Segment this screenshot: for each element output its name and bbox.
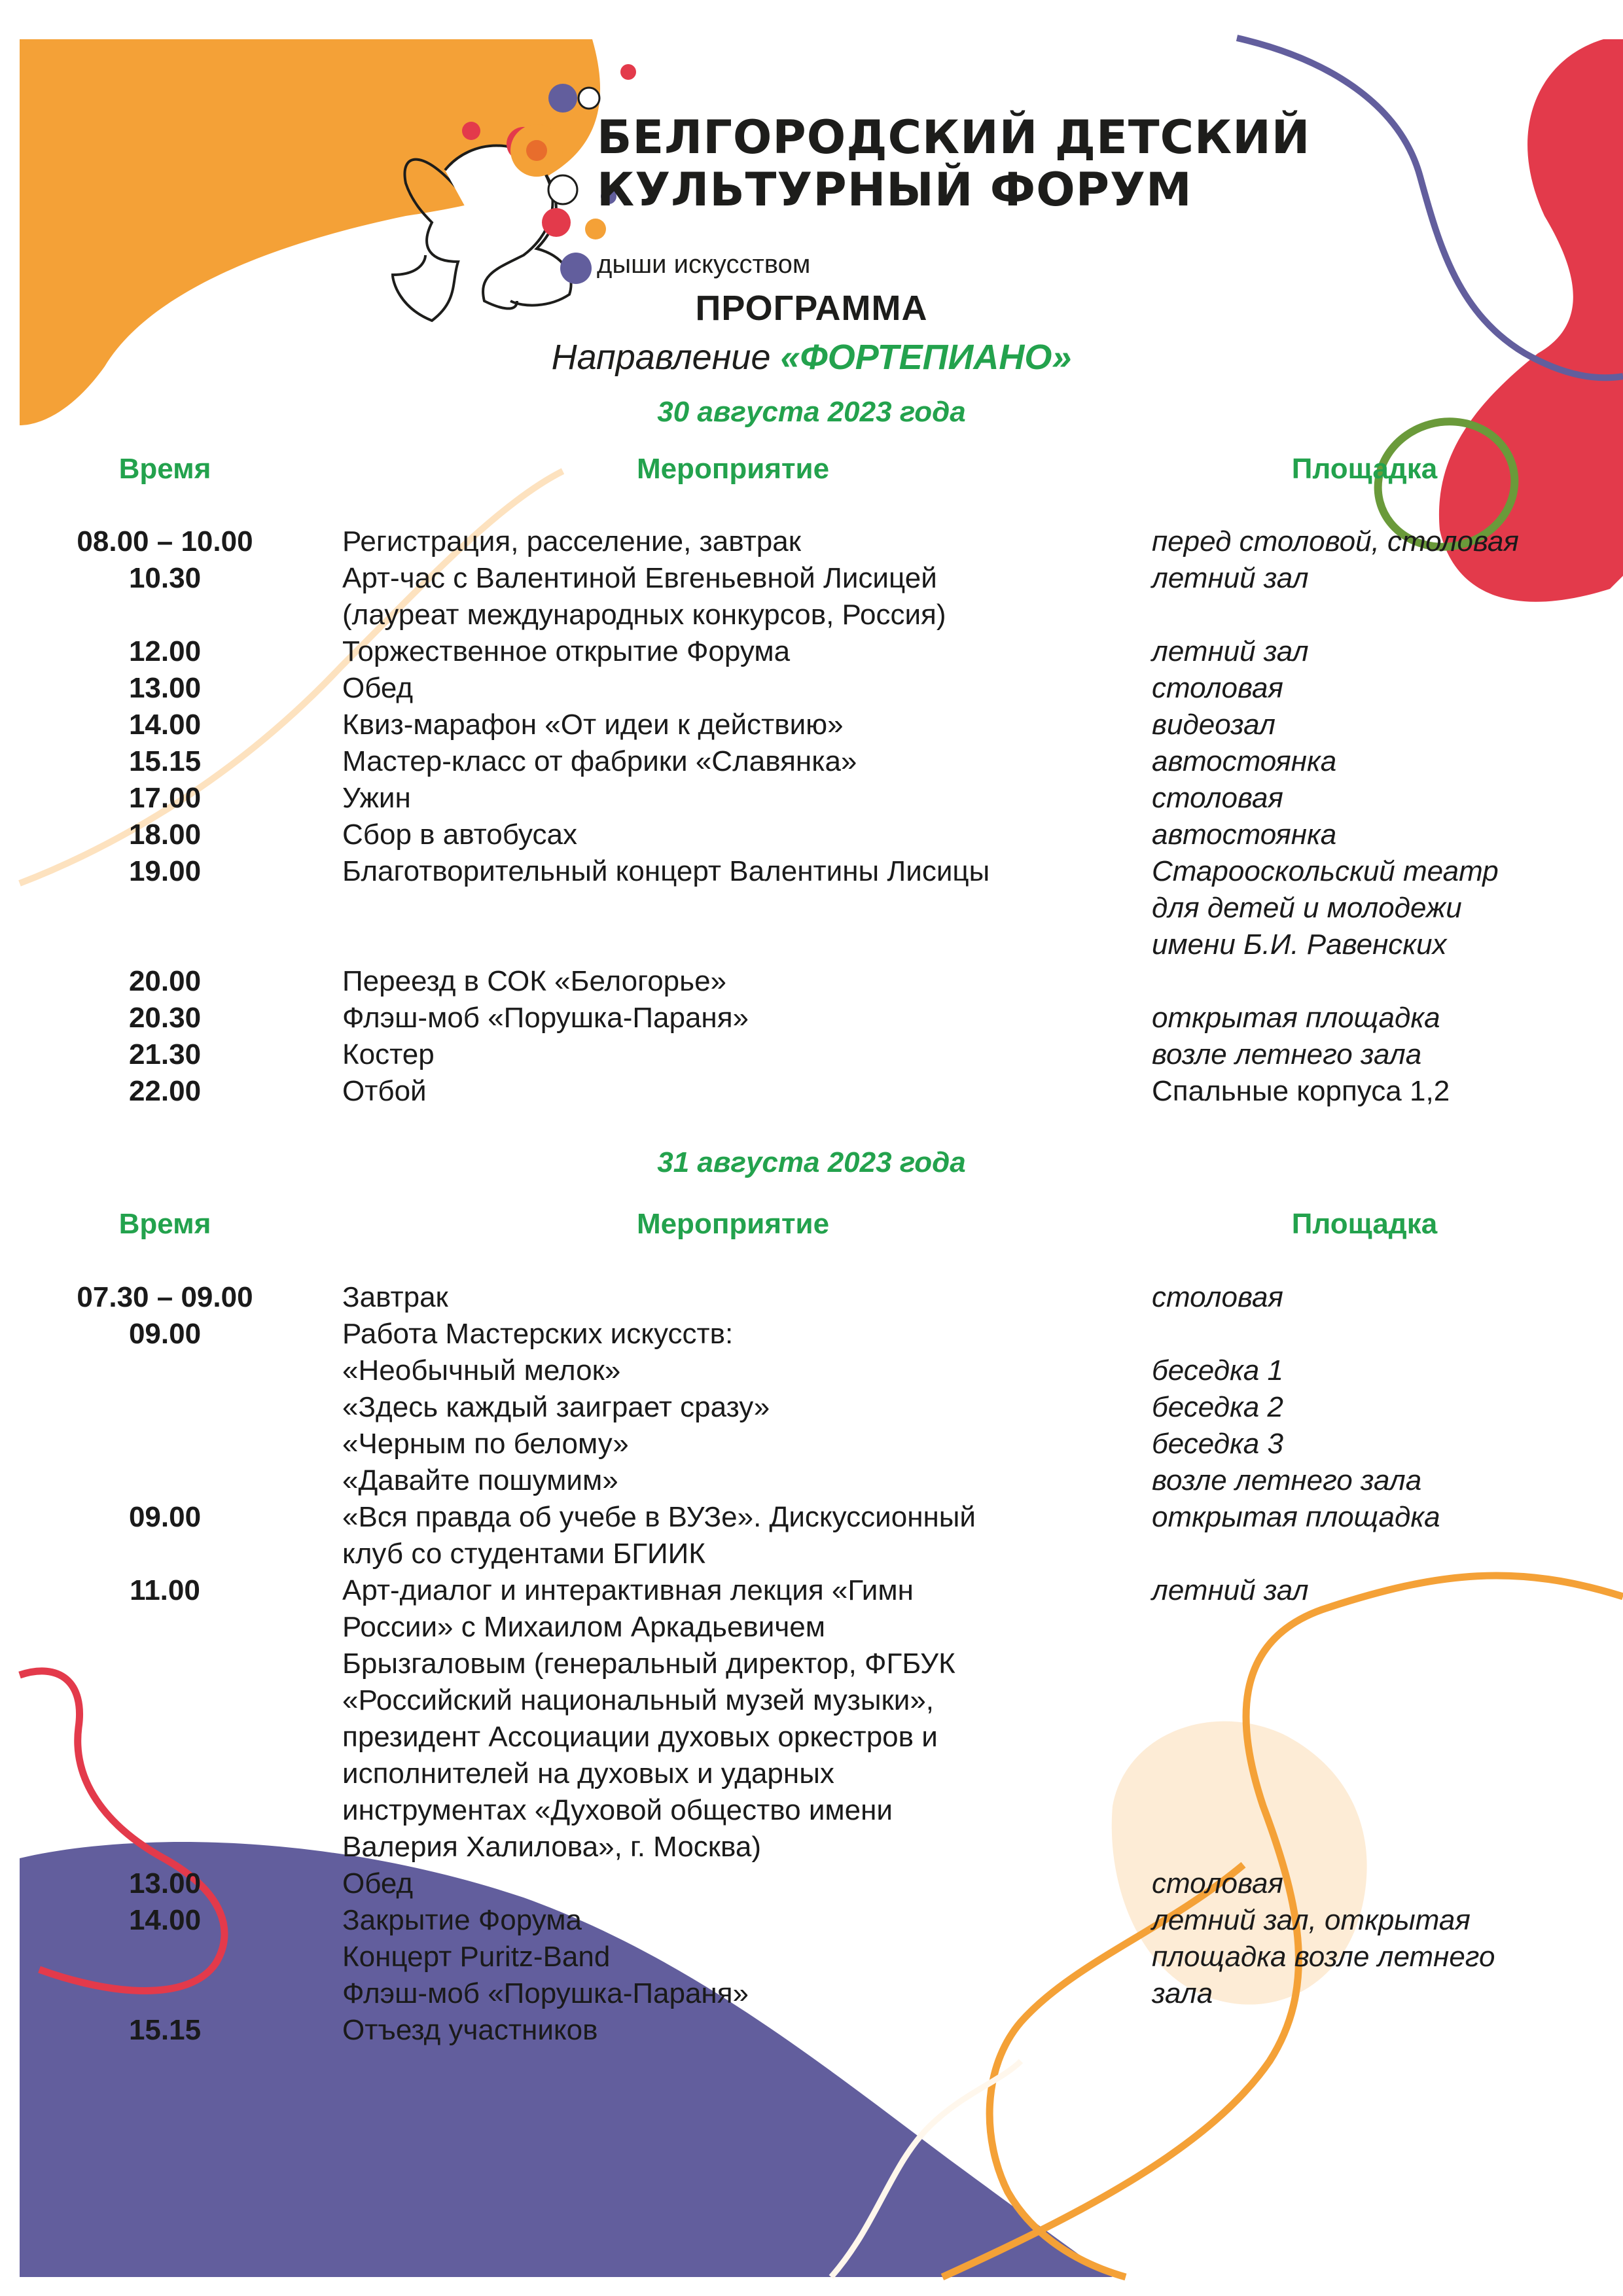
venue-line: беседка 1 xyxy=(1152,1354,1283,1386)
event-line: инструментах «Духовой общество имени xyxy=(342,1794,893,1826)
event-cell xyxy=(342,1352,1128,1389)
schedule-row xyxy=(0,2012,1623,2049)
event-line: Флэш-моб «Порушка-Параня» xyxy=(342,1002,749,1034)
event-line: «Давайте пошумим» xyxy=(342,1464,618,1496)
venue-cell xyxy=(1152,743,1610,780)
event-cell xyxy=(342,523,1128,560)
venue-line: летний зал xyxy=(1152,1574,1309,1606)
time-cell: 20.00 xyxy=(128,965,202,997)
time-cell: 18.00 xyxy=(128,819,202,851)
venue-cell xyxy=(1152,1902,1610,2012)
event-line: Брызгаловым (генеральный директор, ФГБУК xyxy=(342,1648,955,1680)
time-cell: 13.00 xyxy=(128,1867,202,1899)
schedule-row xyxy=(0,1865,1623,1902)
venue-cell xyxy=(1152,633,1610,670)
venue-line: столовая xyxy=(1152,1867,1283,1899)
event-cell xyxy=(342,743,1128,780)
venue-line: имени Б.И. Равенских xyxy=(1152,928,1447,961)
event-cell xyxy=(342,817,1128,853)
time-cell: 21.30 xyxy=(128,1038,202,1070)
venue-line: возле летнего зала xyxy=(1152,1464,1422,1496)
event-line: «Необычный мелок» xyxy=(342,1354,621,1386)
schedule-row xyxy=(0,1389,1623,1426)
time-cell: 20.30 xyxy=(128,1002,202,1034)
date-heading: 31 августа 2023 года xyxy=(657,1146,966,1178)
schedule-row xyxy=(0,1000,1623,1036)
schedule-row xyxy=(0,743,1623,780)
event-cell xyxy=(342,1389,1128,1426)
event-line: Отбой xyxy=(342,1075,427,1107)
event-line: «Черным по белому» xyxy=(342,1428,629,1460)
event-line: исполнителей на духовых и ударных xyxy=(342,1757,834,1790)
venue-line: зала xyxy=(1152,1977,1213,2009)
venue-line: Спальные корпуса 1,2 xyxy=(1152,1075,1450,1107)
venue-cell xyxy=(1152,523,1610,560)
schedule-row xyxy=(0,1036,1623,1073)
venue-cell xyxy=(1152,560,1610,597)
column-header-time: Время xyxy=(118,453,211,485)
venue-cell xyxy=(1152,1073,1610,1110)
event-line: Валерия Халилова», г. Москва) xyxy=(342,1831,762,1863)
schedule-row xyxy=(0,523,1623,560)
venue-line: столовая xyxy=(1152,1281,1283,1313)
direction-name: «ФОРТЕПИАНО» xyxy=(780,338,1072,377)
time-cell: 15.15 xyxy=(128,2014,202,2046)
event-line: клуб со студентами БГИИК xyxy=(342,1538,705,1570)
event-cell xyxy=(342,1462,1128,1499)
event-cell xyxy=(342,1073,1128,1110)
column-header-event: Мероприятие xyxy=(636,453,830,485)
event-line: России» с Михаилом Аркадьевичем xyxy=(342,1611,826,1643)
schedule-row xyxy=(0,633,1623,670)
logo-line-2: КУЛЬТУРНЫЙ ФОРУМ xyxy=(597,163,1192,217)
venue-line: перед столовой, столовая xyxy=(1152,525,1519,557)
time-cell: 12.00 xyxy=(128,635,202,667)
venue-cell xyxy=(1152,1572,1610,1609)
schedule-row xyxy=(0,1462,1623,1499)
venue-cell xyxy=(1152,1865,1610,1902)
event-line: президент Ассоциации духовых оркестров и xyxy=(342,1721,938,1753)
event-cell xyxy=(342,707,1128,743)
time-cell: 17.00 xyxy=(128,782,202,814)
event-cell xyxy=(342,670,1128,707)
event-line: Обед xyxy=(342,672,414,704)
schedule-row xyxy=(0,1499,1623,1572)
time-cell: 08.00 – 10.00 xyxy=(77,525,253,557)
venue-cell xyxy=(1152,1426,1610,1462)
venue-line: столовая xyxy=(1152,672,1283,704)
venue-cell xyxy=(1152,1462,1610,1499)
venue-line: видеозал xyxy=(1152,709,1275,741)
time-cell: 22.00 xyxy=(128,1075,202,1107)
schedule-row xyxy=(0,670,1623,707)
event-line: «Российский национальный музей музыки», xyxy=(342,1684,935,1716)
event-line: Мастер-класс от фабрики «Славянка» xyxy=(342,745,857,777)
venue-cell xyxy=(1152,853,1610,963)
event-cell xyxy=(342,1426,1128,1462)
schedule-row xyxy=(0,1902,1623,2012)
schedule-row xyxy=(0,1316,1623,1352)
event-cell xyxy=(342,1499,1128,1572)
venue-line: площадка возле летнего xyxy=(1152,1941,1495,1973)
event-line: Закрытие Форума xyxy=(342,1904,582,1936)
schedule-row xyxy=(0,1426,1623,1462)
event-line: Обед xyxy=(342,1867,414,1899)
venue-cell xyxy=(1152,670,1610,707)
event-line: Ужин xyxy=(342,782,411,814)
column-header-venue: Площадка xyxy=(1291,453,1438,485)
time-cell: 14.00 xyxy=(128,1904,202,1936)
event-cell xyxy=(342,633,1128,670)
venue-cell xyxy=(1152,1036,1610,1073)
event-cell xyxy=(342,1316,1128,1352)
event-line: Арт-диалог и интерактивная лекция «Гимн xyxy=(342,1574,914,1606)
event-line: Торжественное открытие Форума xyxy=(342,635,791,667)
venue-line: возле летнего зала xyxy=(1152,1038,1422,1070)
time-cell: 10.30 xyxy=(128,562,202,594)
schedule-row xyxy=(0,1572,1623,1865)
forum-logo-text xyxy=(597,111,1310,216)
event-line: Работа Мастерских искусств: xyxy=(342,1318,734,1350)
event-line: Сбор в автобусах xyxy=(342,819,577,851)
venue-line: летний зал xyxy=(1152,562,1309,594)
venue-cell xyxy=(1152,780,1610,817)
event-line: Арт-час с Валентиной Евгеньевной Лисицей xyxy=(342,562,937,594)
logo-line-1: БЕЛГОРОДСКИЙ ДЕТСКИЙ xyxy=(597,111,1311,164)
direction-label: Направление xyxy=(551,338,771,377)
time-cell: 13.00 xyxy=(128,672,202,704)
venue-line: автостоянка xyxy=(1152,819,1337,851)
event-cell xyxy=(342,2012,1128,2049)
program-title: ПРОГРАММА xyxy=(695,289,928,328)
venue-line: летний зал xyxy=(1152,635,1309,667)
event-cell xyxy=(342,1865,1128,1902)
schedule-row xyxy=(0,817,1623,853)
event-line: Квиз-марафон «От идеи к действию» xyxy=(342,709,844,741)
event-line: Регистрация, расселение, завтрак xyxy=(342,525,801,557)
venue-line: автостоянка xyxy=(1152,745,1337,777)
event-cell xyxy=(342,1279,1128,1316)
time-cell: 09.00 xyxy=(128,1501,202,1533)
event-line: Переезд в СОК «Белогорье» xyxy=(342,965,727,997)
venue-line: беседка 2 xyxy=(1152,1391,1283,1423)
event-cell xyxy=(342,1036,1128,1073)
event-cell xyxy=(342,560,1128,633)
schedule-row xyxy=(0,1279,1623,1316)
event-cell xyxy=(342,1902,1128,2012)
schedule-row xyxy=(0,780,1623,817)
schedule-row xyxy=(0,560,1623,633)
column-header-event: Мероприятие xyxy=(636,1208,830,1240)
venue-cell xyxy=(1152,817,1610,853)
column-header-time: Время xyxy=(118,1208,211,1240)
schedule-row xyxy=(0,963,1623,1000)
event-line: «Вся правда об учебе в ВУЗе». Дискуссионный xyxy=(342,1501,976,1533)
venue-line: открытая площадка xyxy=(1152,1002,1440,1034)
column-header-venue: Площадка xyxy=(1291,1208,1438,1240)
event-line: Отъезд участников xyxy=(342,2014,598,2046)
direction-heading xyxy=(0,337,1623,378)
event-cell xyxy=(342,1572,1128,1865)
event-cell xyxy=(342,963,1128,1000)
venue-cell xyxy=(1152,707,1610,743)
time-cell: 07.30 – 09.00 xyxy=(77,1281,253,1313)
schedule-row xyxy=(0,707,1623,743)
time-cell: 14.00 xyxy=(128,709,202,741)
event-line: Благотворительный концерт Валентины Лисицы xyxy=(342,855,990,887)
event-line: Завтрак xyxy=(342,1281,448,1313)
date-heading: 30 августа 2023 года xyxy=(657,396,966,428)
event-line: Костер xyxy=(342,1038,435,1070)
venue-cell xyxy=(1152,1389,1610,1426)
time-cell: 15.15 xyxy=(128,745,202,777)
venue-cell xyxy=(1152,1279,1610,1316)
venue-cell xyxy=(1152,1352,1610,1389)
tagline: дыши искусством xyxy=(597,250,811,279)
time-cell: 19.00 xyxy=(128,855,202,887)
event-cell xyxy=(342,780,1128,817)
venue-line: открытая площадка xyxy=(1152,1501,1440,1533)
venue-line: Старооскольский театр xyxy=(1152,855,1499,887)
event-line: «Здесь каждый заиграет сразу» xyxy=(342,1391,770,1423)
time-cell: 11.00 xyxy=(130,1574,200,1606)
venue-cell xyxy=(1152,1499,1610,1536)
event-line: Флэш-моб «Порушка-Параня» xyxy=(342,1977,749,2009)
schedule-row xyxy=(0,1352,1623,1389)
schedule-row xyxy=(0,1073,1623,1110)
event-cell xyxy=(342,853,1128,890)
time-cell: 09.00 xyxy=(128,1318,202,1350)
venue-line: летний зал, открытая xyxy=(1152,1904,1471,1936)
event-line: (лауреат международных конкурсов, Россия) xyxy=(342,599,946,631)
venue-line: столовая xyxy=(1152,782,1283,814)
venue-line: беседка 3 xyxy=(1152,1428,1283,1460)
event-line: Концерт Puritz-Band xyxy=(342,1941,611,1973)
venue-line: для детей и молодежи xyxy=(1152,892,1462,924)
venue-cell xyxy=(1152,1000,1610,1036)
event-cell xyxy=(342,1000,1128,1036)
schedule-row xyxy=(0,853,1623,963)
